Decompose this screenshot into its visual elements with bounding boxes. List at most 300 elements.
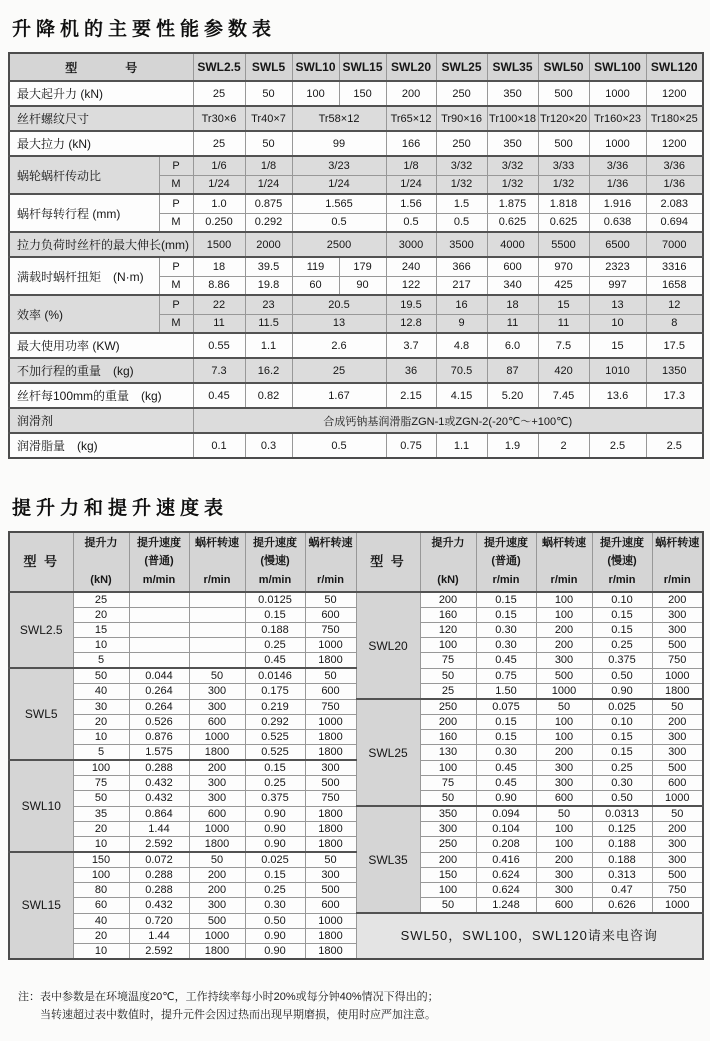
data-cell: 40 — [73, 913, 129, 928]
header-line: 蜗杆转速 — [655, 537, 700, 549]
spec-value-cell: 3/33 — [538, 156, 589, 175]
spec-value-cell: 3/23 — [292, 156, 386, 175]
spec-value-cell: 99 — [292, 131, 386, 156]
data-cell: 0.90 — [245, 943, 305, 959]
data-cell: 1800 — [189, 943, 245, 959]
data-cell: 75 — [420, 653, 476, 669]
data-cell: 0.15 — [592, 730, 652, 745]
spec-value-cell: Tr65×12 — [386, 106, 436, 131]
spec-value-cell: 0.55 — [193, 333, 245, 358]
data-cell: 50 — [73, 668, 129, 684]
spec-value-cell: 366 — [436, 257, 487, 276]
spec-row-label: 润滑脂量 (kg) — [9, 433, 193, 458]
data-cell — [129, 608, 189, 623]
data-cell: 1800 — [189, 837, 245, 853]
spec-value-cell: 350 — [487, 81, 538, 106]
data-cell: 100 — [536, 715, 592, 730]
data-cell: 100 — [536, 730, 592, 745]
column-header-text — [593, 533, 652, 591]
data-cell: 300 — [189, 791, 245, 807]
data-cell: 200 — [189, 883, 245, 898]
data-cell: 200 — [536, 638, 592, 653]
spec-value-cell: 19.5 — [386, 295, 436, 314]
column-header-text — [653, 533, 703, 591]
column-header-cell — [245, 532, 305, 592]
data-cell: 50 — [189, 668, 245, 684]
column-header-text — [74, 533, 129, 591]
header-line: r/min — [203, 573, 231, 586]
data-cell: 0.288 — [129, 760, 189, 776]
data-cell: 300 — [652, 623, 703, 638]
data-cell: 0.25 — [592, 760, 652, 776]
data-cell: 0.264 — [129, 699, 189, 715]
spec-row-label: 蜗杆每转行程 (mm) — [9, 194, 159, 232]
data-cell: 0.25 — [245, 776, 305, 791]
spec-value-cell: 11 — [538, 314, 589, 333]
spec-value-cell: 1/32 — [436, 175, 487, 194]
data-cell: 10 — [73, 730, 129, 745]
data-cell: 0.90 — [245, 822, 305, 837]
data-cell: 0.188 — [245, 623, 305, 638]
spec-value-cell: 1.818 — [538, 194, 589, 213]
data-cell: 300 — [652, 608, 703, 623]
data-cell: 300 — [652, 837, 703, 853]
spec-value-cell: 0.75 — [386, 433, 436, 458]
header-line: 提升力 — [84, 537, 118, 549]
spec-value-cell: 36 — [386, 358, 436, 383]
header-line: (普通) — [144, 555, 174, 568]
data-cell: 1000 — [652, 791, 703, 807]
footnote — [18, 988, 702, 1025]
data-cell: 750 — [305, 791, 356, 807]
header-line: 蜗杆转速 — [542, 537, 586, 549]
spec-value-cell: 2000 — [245, 232, 292, 257]
spec-value-cell: 3/32 — [436, 156, 487, 175]
model-header-cell: SWL100 — [589, 53, 646, 81]
spec-row-label: 蜗轮蜗杆传动比 — [9, 156, 159, 194]
data-cell: 200 — [536, 623, 592, 638]
header-line: 提升速度 — [253, 537, 297, 549]
spec-value-cell: 11.5 — [245, 314, 292, 333]
header-line: r/min — [492, 573, 520, 586]
data-cell: 0.90 — [245, 928, 305, 943]
table-row — [9, 433, 703, 458]
data-cell: 0.525 — [245, 745, 305, 761]
data-cell: 1800 — [305, 822, 356, 837]
column-header-text — [537, 533, 592, 591]
spec-value-cell: 600 — [487, 257, 538, 276]
spec-value-cell: 0.1 — [193, 433, 245, 458]
spec-value-cell: 60 — [292, 276, 339, 295]
data-cell: 50 — [73, 791, 129, 807]
data-cell: 0.45 — [476, 776, 536, 791]
data-cell: 40 — [73, 684, 129, 700]
data-cell: 160 — [420, 608, 476, 623]
performance-table-title: 升降机的主要性能参数表 — [12, 19, 277, 40]
data-cell: 0.15 — [245, 760, 305, 776]
data-cell: 1.50 — [476, 684, 536, 700]
data-cell: 0.0313 — [592, 806, 652, 822]
spec-value-cell: 2.6 — [292, 333, 386, 358]
table-row — [9, 194, 703, 213]
model-header-cell: SWL2.5 — [193, 53, 245, 81]
data-cell: 0.15 — [245, 608, 305, 623]
data-cell: 0.094 — [476, 806, 536, 822]
model-header-text — [357, 533, 420, 591]
header-line: (慢速) — [260, 555, 290, 568]
column-header-text — [421, 533, 476, 591]
spec-value-cell: 0.694 — [646, 213, 703, 232]
table-row — [9, 806, 703, 822]
data-cell: 1800 — [305, 745, 356, 761]
data-cell — [129, 653, 189, 669]
spec-value-cell: Tr180×25 — [646, 106, 703, 131]
data-cell: 0.50 — [245, 913, 305, 928]
spec-row-label: 最大拉力 (kN) — [9, 131, 193, 156]
spec-value-cell: 1500 — [193, 232, 245, 257]
data-cell: 1000 — [189, 730, 245, 745]
spec-row-label: 满载时蜗杆扭矩 (N·m) — [9, 257, 159, 295]
performance-table — [8, 52, 704, 459]
spec-value-cell: 2.5 — [589, 433, 646, 458]
spec-value-cell: 25 — [193, 81, 245, 106]
column-header-cell — [420, 532, 476, 592]
data-cell: 50 — [305, 592, 356, 608]
spec-value-cell: 1/24 — [193, 175, 245, 194]
spec-value-cell: 3/36 — [646, 156, 703, 175]
spec-row-label: 丝杆螺纹尺寸 — [9, 106, 193, 131]
model-header-cell: SWL15 — [339, 53, 386, 81]
spec-value-cell: 240 — [386, 257, 436, 276]
header-line: 型 号 — [23, 554, 60, 570]
data-cell — [129, 623, 189, 638]
data-cell: 300 — [189, 684, 245, 700]
spec-value-cell: 1/24 — [292, 175, 386, 194]
data-cell — [189, 638, 245, 653]
table-row — [9, 408, 703, 433]
data-cell: 0.432 — [129, 776, 189, 791]
spec-value-cell: 2500 — [292, 232, 386, 257]
spec-value-cell: 10 — [589, 314, 646, 333]
data-cell: 1000 — [652, 668, 703, 684]
spec-value-cell: 合成钙钠基润滑脂ZGN-1或ZGN-2(-20℃～+100℃) — [193, 408, 703, 433]
spec-value-cell: 119 — [292, 257, 339, 276]
column-header-text — [190, 533, 245, 591]
spec-value-cell: 12 — [646, 295, 703, 314]
data-cell: 0.15 — [592, 623, 652, 638]
spec-value-cell: 11 — [193, 314, 245, 333]
data-cell — [129, 638, 189, 653]
spec-value-cell: 0.250 — [193, 213, 245, 232]
spec-value-cell: Tr160×23 — [589, 106, 646, 131]
data-cell: 600 — [305, 608, 356, 623]
column-header-cell — [305, 532, 356, 592]
model-header-cell: SWL25 — [436, 53, 487, 81]
spec-value-cell: 18 — [193, 257, 245, 276]
table-row — [9, 333, 703, 358]
data-cell: 250 — [420, 699, 476, 715]
data-cell: 200 — [652, 715, 703, 730]
data-cell: 0.375 — [592, 653, 652, 669]
data-cell: 600 — [536, 898, 592, 914]
spec-value-cell: 3316 — [646, 257, 703, 276]
data-cell: 0.30 — [592, 776, 652, 791]
spec-value-cell: 23 — [245, 295, 292, 314]
spec-value-cell: 13.6 — [589, 383, 646, 408]
data-cell: 1800 — [305, 928, 356, 943]
pm-key-cell: P — [159, 194, 193, 213]
data-cell: 160 — [420, 730, 476, 745]
spec-value-cell: 0.3 — [245, 433, 292, 458]
data-cell: 50 — [305, 852, 356, 868]
data-cell: 0.432 — [129, 898, 189, 914]
pm-key-cell: P — [159, 295, 193, 314]
spec-value-cell: 4.8 — [436, 333, 487, 358]
spec-value-cell: 2.083 — [646, 194, 703, 213]
spec-value-cell: 420 — [538, 358, 589, 383]
model-cell: SWL15 — [9, 852, 73, 959]
pm-key-cell: M — [159, 213, 193, 232]
column-header-cell — [476, 532, 536, 592]
spec-value-cell: 5.20 — [487, 383, 538, 408]
table-row — [9, 295, 703, 314]
data-cell: 0.45 — [476, 760, 536, 776]
data-cell: 50 — [420, 668, 476, 684]
data-cell: 300 — [536, 776, 592, 791]
spec-value-cell: 425 — [538, 276, 589, 295]
spec-value-cell: 6.0 — [487, 333, 538, 358]
spec-value-cell: 3/36 — [589, 156, 646, 175]
data-cell: 1800 — [189, 745, 245, 761]
spec-value-cell: 1/6 — [193, 156, 245, 175]
data-cell: 0.075 — [476, 699, 536, 715]
data-cell: 600 — [536, 791, 592, 807]
data-cell: 150 — [73, 852, 129, 868]
column-header-text — [130, 533, 189, 591]
data-cell: 100 — [420, 638, 476, 653]
data-cell: 10 — [73, 837, 129, 853]
spec-value-cell: 1.875 — [487, 194, 538, 213]
data-cell: 1.44 — [129, 928, 189, 943]
spec-value-cell: 7000 — [646, 232, 703, 257]
spec-value-cell: 16 — [436, 295, 487, 314]
data-cell: 0.720 — [129, 913, 189, 928]
spec-value-cell: 1/8 — [386, 156, 436, 175]
data-cell: 80 — [73, 883, 129, 898]
spec-value-cell: 50 — [245, 81, 292, 106]
data-cell: 500 — [652, 760, 703, 776]
column-header-cell — [536, 532, 592, 592]
spec-value-cell: 217 — [436, 276, 487, 295]
spec-value-cell: 8.86 — [193, 276, 245, 295]
data-cell: 500 — [189, 913, 245, 928]
data-cell: 600 — [189, 806, 245, 822]
header-line: (kN) — [437, 573, 459, 586]
spec-row-label: 最大使用功率 (KW) — [9, 333, 193, 358]
model-header-cell: SWL10 — [292, 53, 339, 81]
spec-value-cell: 100 — [292, 81, 339, 106]
data-cell: 200 — [189, 868, 245, 883]
data-cell: 500 — [305, 776, 356, 791]
spec-value-cell: 3500 — [436, 232, 487, 257]
data-cell: 1.575 — [129, 745, 189, 761]
column-header-text — [477, 533, 536, 591]
data-cell: 0.025 — [592, 699, 652, 715]
data-cell: 100 — [536, 837, 592, 853]
header-row — [9, 532, 703, 592]
data-cell: 0.375 — [245, 791, 305, 807]
spec-value-cell: 17.3 — [646, 383, 703, 408]
table-row — [9, 358, 703, 383]
table-row — [9, 131, 703, 156]
spec-value-cell: 3.7 — [386, 333, 436, 358]
data-cell: 0.264 — [129, 684, 189, 700]
spec-value-cell: 500 — [538, 131, 589, 156]
spec-value-cell: 2.15 — [386, 383, 436, 408]
data-cell: 0.188 — [592, 837, 652, 853]
footnote-line1: 表中参数是在环境温度20℃，工作持续率每小时20%或每分钟40%情况下得出的； — [40, 990, 439, 1003]
header-line: (kN) — [90, 573, 112, 586]
data-cell: 350 — [420, 806, 476, 822]
data-cell: 50 — [536, 806, 592, 822]
spec-value-cell: 1350 — [646, 358, 703, 383]
spec-value-cell: 179 — [339, 257, 386, 276]
header-line: r/min — [550, 573, 578, 586]
data-cell: 30 — [73, 699, 129, 715]
data-cell: 2.592 — [129, 837, 189, 853]
data-cell: 0.0146 — [245, 668, 305, 684]
header-line: 提升速度 — [137, 537, 181, 549]
spec-row-label: 拉力负荷时丝杆的最大伸长(mm) — [9, 232, 193, 257]
spec-value-cell: Tr90×16 — [436, 106, 487, 131]
data-cell: 0.432 — [129, 791, 189, 807]
column-header-cell — [73, 532, 129, 592]
data-cell: 1.44 — [129, 822, 189, 837]
data-cell: 0.15 — [245, 868, 305, 883]
footnote-body — [40, 988, 439, 1025]
data-cell: 600 — [652, 776, 703, 791]
spec-value-cell: 1.9 — [487, 433, 538, 458]
table-row — [9, 232, 703, 257]
data-cell: 100 — [536, 592, 592, 608]
table-row — [9, 257, 703, 276]
data-cell: 50 — [652, 699, 703, 715]
data-cell — [189, 623, 245, 638]
data-cell: 0.188 — [592, 852, 652, 868]
spec-value-cell: 18 — [487, 295, 538, 314]
spec-value-cell: 970 — [538, 257, 589, 276]
table-row — [9, 913, 703, 928]
table-row — [9, 106, 703, 131]
spec-value-cell: 350 — [487, 131, 538, 156]
data-cell: 0.125 — [592, 822, 652, 837]
header-line: (慢速) — [607, 555, 637, 568]
spec-value-cell: 15 — [538, 295, 589, 314]
data-cell: 1000 — [305, 715, 356, 730]
header-line: r/min — [663, 573, 691, 586]
data-cell: 300 — [536, 868, 592, 883]
spec-value-cell: Tr40×7 — [245, 106, 292, 131]
spec-value-cell: 15 — [589, 333, 646, 358]
data-cell: 0.25 — [592, 638, 652, 653]
spec-value-cell: 7.5 — [538, 333, 589, 358]
spec-value-cell: 1200 — [646, 131, 703, 156]
spec-value-cell: 250 — [436, 131, 487, 156]
data-cell: 25 — [420, 684, 476, 700]
data-cell: 0.50 — [592, 668, 652, 684]
column-header-cell — [592, 532, 652, 592]
data-cell: 100 — [420, 883, 476, 898]
model-cell: SWL35 — [356, 806, 420, 913]
spec-value-cell: 150 — [339, 81, 386, 106]
data-cell: 0.624 — [476, 883, 536, 898]
data-cell: 0.90 — [245, 806, 305, 822]
model-cell: SWL10 — [9, 760, 73, 852]
spec-value-cell: 1000 — [589, 81, 646, 106]
spec-value-cell: 1200 — [646, 81, 703, 106]
data-cell: 75 — [73, 776, 129, 791]
spec-value-cell: 0.82 — [245, 383, 292, 408]
spec-value-cell: 4000 — [487, 232, 538, 257]
model-header-cell: SWL50 — [538, 53, 589, 81]
data-cell: 0.47 — [592, 883, 652, 898]
spec-value-cell: 0.638 — [589, 213, 646, 232]
data-cell: 150 — [420, 868, 476, 883]
spec-value-cell: 0.5 — [292, 213, 386, 232]
data-cell: 0.15 — [476, 592, 536, 608]
header-line: 提升速度 — [484, 537, 528, 549]
data-cell: 300 — [189, 898, 245, 914]
speed-table — [8, 531, 704, 960]
data-cell: 0.15 — [476, 608, 536, 623]
header-row — [9, 53, 703, 81]
model-cell: SWL2.5 — [9, 592, 73, 668]
data-cell: 300 — [420, 822, 476, 837]
data-cell: 0.30 — [476, 638, 536, 653]
spec-value-cell: 50 — [245, 131, 292, 156]
spec-row-label: 润滑剂 — [9, 408, 193, 433]
data-cell: 750 — [652, 653, 703, 669]
data-cell: 300 — [536, 653, 592, 669]
spec-value-cell: 7.45 — [538, 383, 589, 408]
data-cell: 1000 — [189, 928, 245, 943]
speed-table-title: 提升力和提升速度表 — [12, 498, 229, 519]
contact-note-cell: SWL50，SWL100，SWL120请来电咨询 — [356, 913, 703, 959]
pm-key-cell: M — [159, 314, 193, 333]
spec-value-cell: Tr120×20 — [538, 106, 589, 131]
spec-value-cell: 0.292 — [245, 213, 292, 232]
data-cell: 0.50 — [592, 791, 652, 807]
data-cell: 50 — [652, 806, 703, 822]
data-cell: 300 — [305, 760, 356, 776]
data-cell: 1800 — [305, 943, 356, 959]
data-cell: 0.45 — [245, 653, 305, 669]
data-cell: 0.30 — [245, 898, 305, 914]
table-row — [9, 81, 703, 106]
spec-value-cell: 87 — [487, 358, 538, 383]
data-cell: 200 — [536, 852, 592, 868]
data-cell: 0.864 — [129, 806, 189, 822]
spec-value-cell: 11 — [487, 314, 538, 333]
data-cell: 1.248 — [476, 898, 536, 914]
spec-value-cell: 1010 — [589, 358, 646, 383]
data-cell: 300 — [305, 868, 356, 883]
model-header-cell: SWL120 — [646, 53, 703, 81]
data-cell — [189, 653, 245, 669]
data-cell: 75 — [420, 776, 476, 791]
data-cell: 50 — [420, 898, 476, 914]
data-cell: 0.30 — [476, 623, 536, 638]
